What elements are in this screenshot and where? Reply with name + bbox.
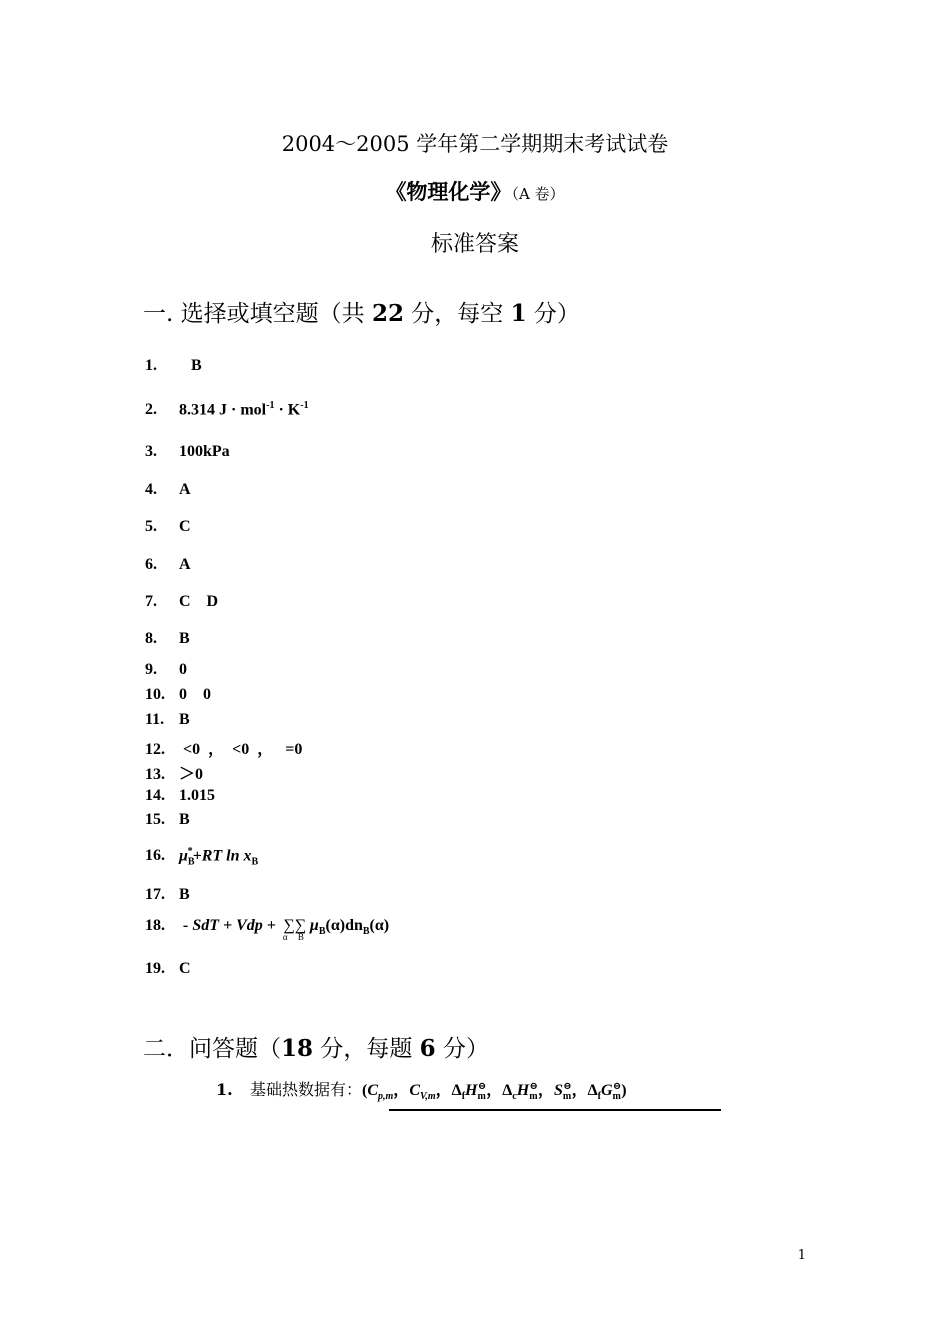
answer-item: 15. B xyxy=(145,811,190,828)
answer-item: 3. 100kPa xyxy=(145,443,230,460)
question-1-answer: 1. 基础热数据有：($C_{p,m}$，$C_{V,m}$，$\Delta_fH_m^⊖$，$\Delta_cH_m^⊖$，$S_m^⊖$，$\Delta_fG_m^⊖$) xyxy=(216,1080,627,1103)
section2-heading: 二．问答题（18 分，每题 6 分） xyxy=(143,1035,489,1062)
paper-version: （A 卷） xyxy=(511,185,565,203)
page-number: 1 xyxy=(797,1248,806,1263)
answer-item: 11. B xyxy=(145,711,190,728)
answer-item: 4. A xyxy=(145,481,191,498)
answer-item: 2. 8.314 $J \cdot mol^{-1} \cdot K^{-1}$ xyxy=(145,400,309,419)
course-name: 《物理化学》 xyxy=(385,179,512,204)
answer-item: 14. 1.015 xyxy=(145,787,215,804)
answer-item: 12. <0 ， <0 ， =0 xyxy=(145,741,303,758)
section1-heading: 一. 选择或填空题（共 22 分，每空 1 分） xyxy=(143,300,580,327)
answer-item: 19. C xyxy=(145,960,191,977)
answer-item: 8. B xyxy=(145,630,190,647)
answer-item: 17. B xyxy=(145,886,190,903)
summation-symbol: ∑∑ α B xyxy=(282,917,307,942)
answer-item: 6. A xyxy=(145,556,191,573)
answer-item: 1. B xyxy=(145,357,202,374)
answer-item: 10. 0 0 xyxy=(145,686,211,703)
answer-key-subtitle: 标准答案 xyxy=(430,232,519,257)
answer-item: 9. 0 xyxy=(145,661,187,678)
answer-underline xyxy=(389,1109,721,1111)
answer-item: 7. C D xyxy=(145,593,219,610)
exam-title: 2004～2005 学年第二学期期末考试试卷 xyxy=(281,132,669,156)
answer-item: 5. C xyxy=(145,518,191,535)
answer-item: 13. ＞0 xyxy=(145,766,204,783)
answer-item: 16. $\mu_B^*+RT$ $\ln x_B$ xyxy=(145,846,259,868)
course-title xyxy=(0,176,950,206)
answer-item: 18. - SdT + Vdp + ∑∑ α B $\mu_B(\alpha)dn_B(\alpha)$ xyxy=(145,917,390,942)
